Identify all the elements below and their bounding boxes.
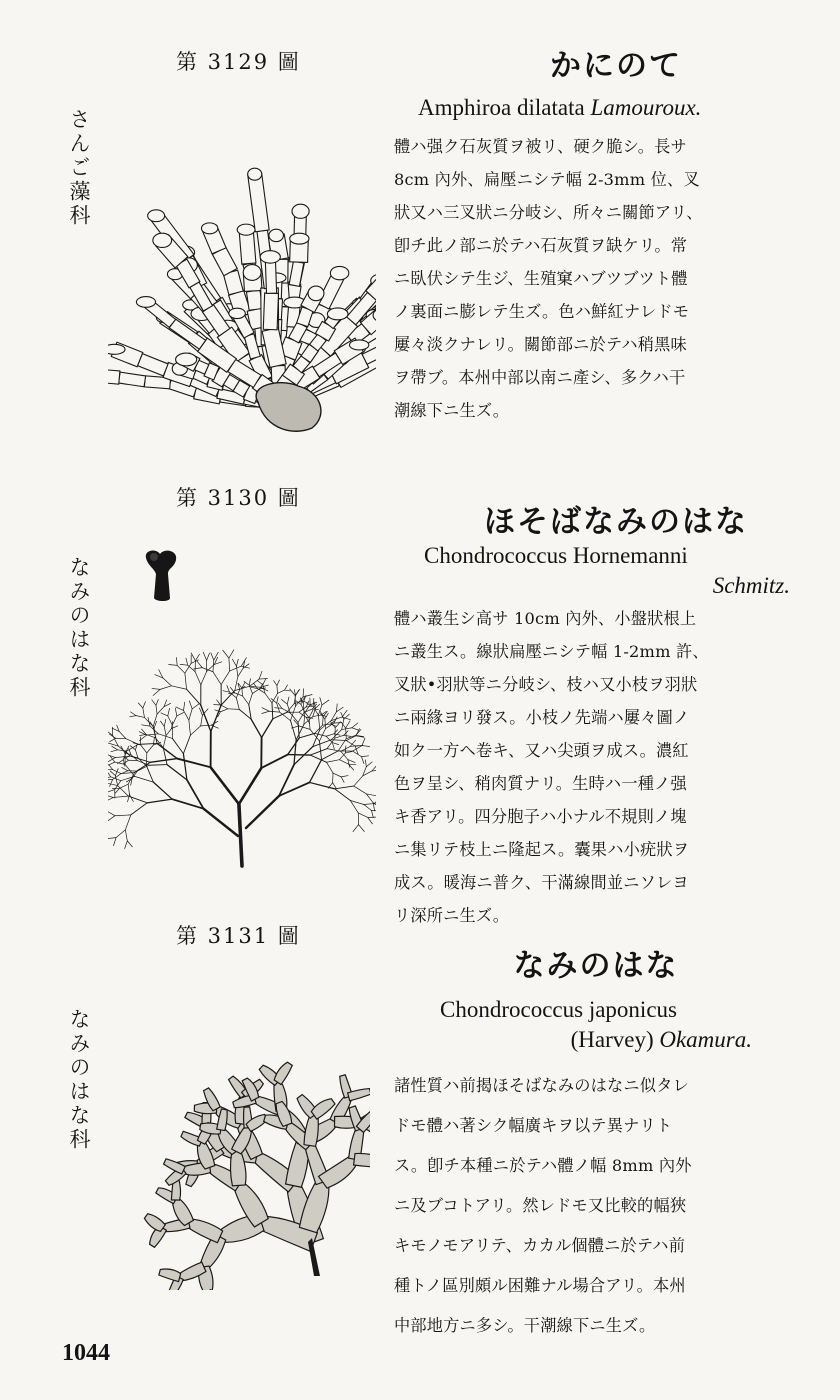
description-line: 8cm 內外、扁壓ニシテ幅 2-3mm 位、叉	[394, 170, 700, 189]
figure-label-3130: 第 3130 圖	[176, 486, 301, 510]
description-line: 屢々淡クナレリ。關節部ニ於テハ稍黑味	[394, 335, 687, 354]
page-number: 1044	[62, 1340, 110, 1366]
latin-author: Lamouroux.	[590, 95, 702, 120]
description-line: 中部地方ニ多シ。干潮線下ニ生ズ。	[394, 1316, 656, 1335]
latin-name-chondrococcus-japonicus	[440, 995, 800, 1055]
japanese-name-kaninote: かにのて	[550, 48, 682, 84]
latin-author: Okamura.	[659, 1027, 752, 1052]
description-line: 體ハ叢生シ高サ 10cm 內外、小盤狀根上	[394, 609, 697, 628]
description-line: ニ叢生ス。線狀扁壓ニシテ幅 1-2mm 許、	[394, 642, 709, 661]
description-line: ニ集リテ枝上ニ隆起ス。囊果ハ小疣狀ヲ	[394, 840, 690, 859]
latin-author-line	[440, 1025, 800, 1055]
japanese-name-naminohana: なみのはな	[513, 948, 679, 984]
figure-label-3131: 第 3131 圖	[176, 924, 301, 948]
description-line: ヲ帶ブ。本州中部以南ニ產シ、多クハ干	[394, 368, 686, 387]
description-japonicus	[394, 1066, 798, 1346]
description-line: ニ兩緣ヨリ發ス。小枝ノ先端ハ屢々圖ノ	[394, 708, 690, 727]
description-line: 體ハ强ク石灰質ヲ被リ、硬ク脆シ。長サ	[394, 137, 687, 156]
description-line: ノ裏面ニ膨レテ生ズ。色ハ鮮紅ナレドモ	[394, 302, 690, 321]
description-hornemanni	[394, 602, 798, 932]
illustration-japonicus	[108, 980, 370, 1290]
family-label-naminohana-1: なみのはな科	[67, 556, 91, 700]
latin-author: Schmitz.	[712, 573, 790, 598]
description-line: 潮線下ニ生ズ。	[394, 401, 510, 420]
latin-binomial: Amphiroa dilatata	[418, 95, 585, 120]
figure-label-3129: 第 3129 圖	[176, 50, 301, 74]
latin-binomial: Chondrococcus Hornemanni	[424, 543, 688, 568]
description-line: リ深所ニ生ズ。	[394, 906, 510, 925]
description-amphiroa	[394, 130, 798, 427]
japanese-name-hosobanaminohana: ほそばなみのはな	[484, 504, 748, 540]
latin-author-paren: (Harvey)	[570, 1027, 654, 1052]
latin-name-chondrococcus-hornemanni	[424, 541, 804, 601]
description-line: キモノモアリテ、カカル個體ニ於テハ前	[394, 1236, 686, 1255]
illustration-hornemanni	[108, 566, 376, 872]
latin-binomial: Chondrococcus japonicus	[440, 997, 677, 1022]
description-line: 狀又ハ三叉狀ニ分岐シ、所々ニ關節アリ、	[394, 203, 703, 222]
latin-name-amphiroa	[418, 93, 818, 123]
description-line: 種トノ區別頗ル困難ナル場合アリ。本州	[394, 1276, 686, 1295]
description-line: 卽チ此ノ部ニ於テハ石灰質ヲ缺ケリ。常	[394, 236, 688, 255]
family-label-naminohana-2: なみのはな科	[67, 1008, 91, 1152]
description-line: 如ク一方ヘ卷キ、又ハ尖頭ヲ成ス。濃紅	[394, 741, 689, 760]
description-line: ドモ體ハ著シク幅廣キヲ以テ異ナリト	[394, 1116, 673, 1135]
description-line: ニ及ブコトアリ。然レドモ又比較的幅狹	[394, 1196, 687, 1215]
description-line: 成ス。暖海ニ普ク、干滿線間並ニソレヨ	[394, 873, 689, 892]
illustration-amphiroa	[108, 140, 376, 432]
description-line: 叉狀•羽狀等ニ分岐シ、枝ハ又小枝ヲ羽狀	[394, 675, 698, 694]
description-line: ス。卽チ本種ニ於テハ體ノ幅 8mm 內外	[394, 1156, 692, 1175]
description-line: ニ臥伏シテ生ジ、生殖窠ハブツブツト體	[394, 269, 688, 288]
description-line: 色ヲ呈シ、稍肉質ナリ。生時ハ一種ノ强	[394, 774, 687, 793]
description-line: キ香アリ。四分胞子ハ小ナル不規則ノ塊	[394, 807, 687, 826]
description-line: 諸性質ハ前揭ほそばなみのはなニ似タレ	[394, 1076, 689, 1095]
family-label-sangomo: さんご藻科	[67, 108, 91, 228]
